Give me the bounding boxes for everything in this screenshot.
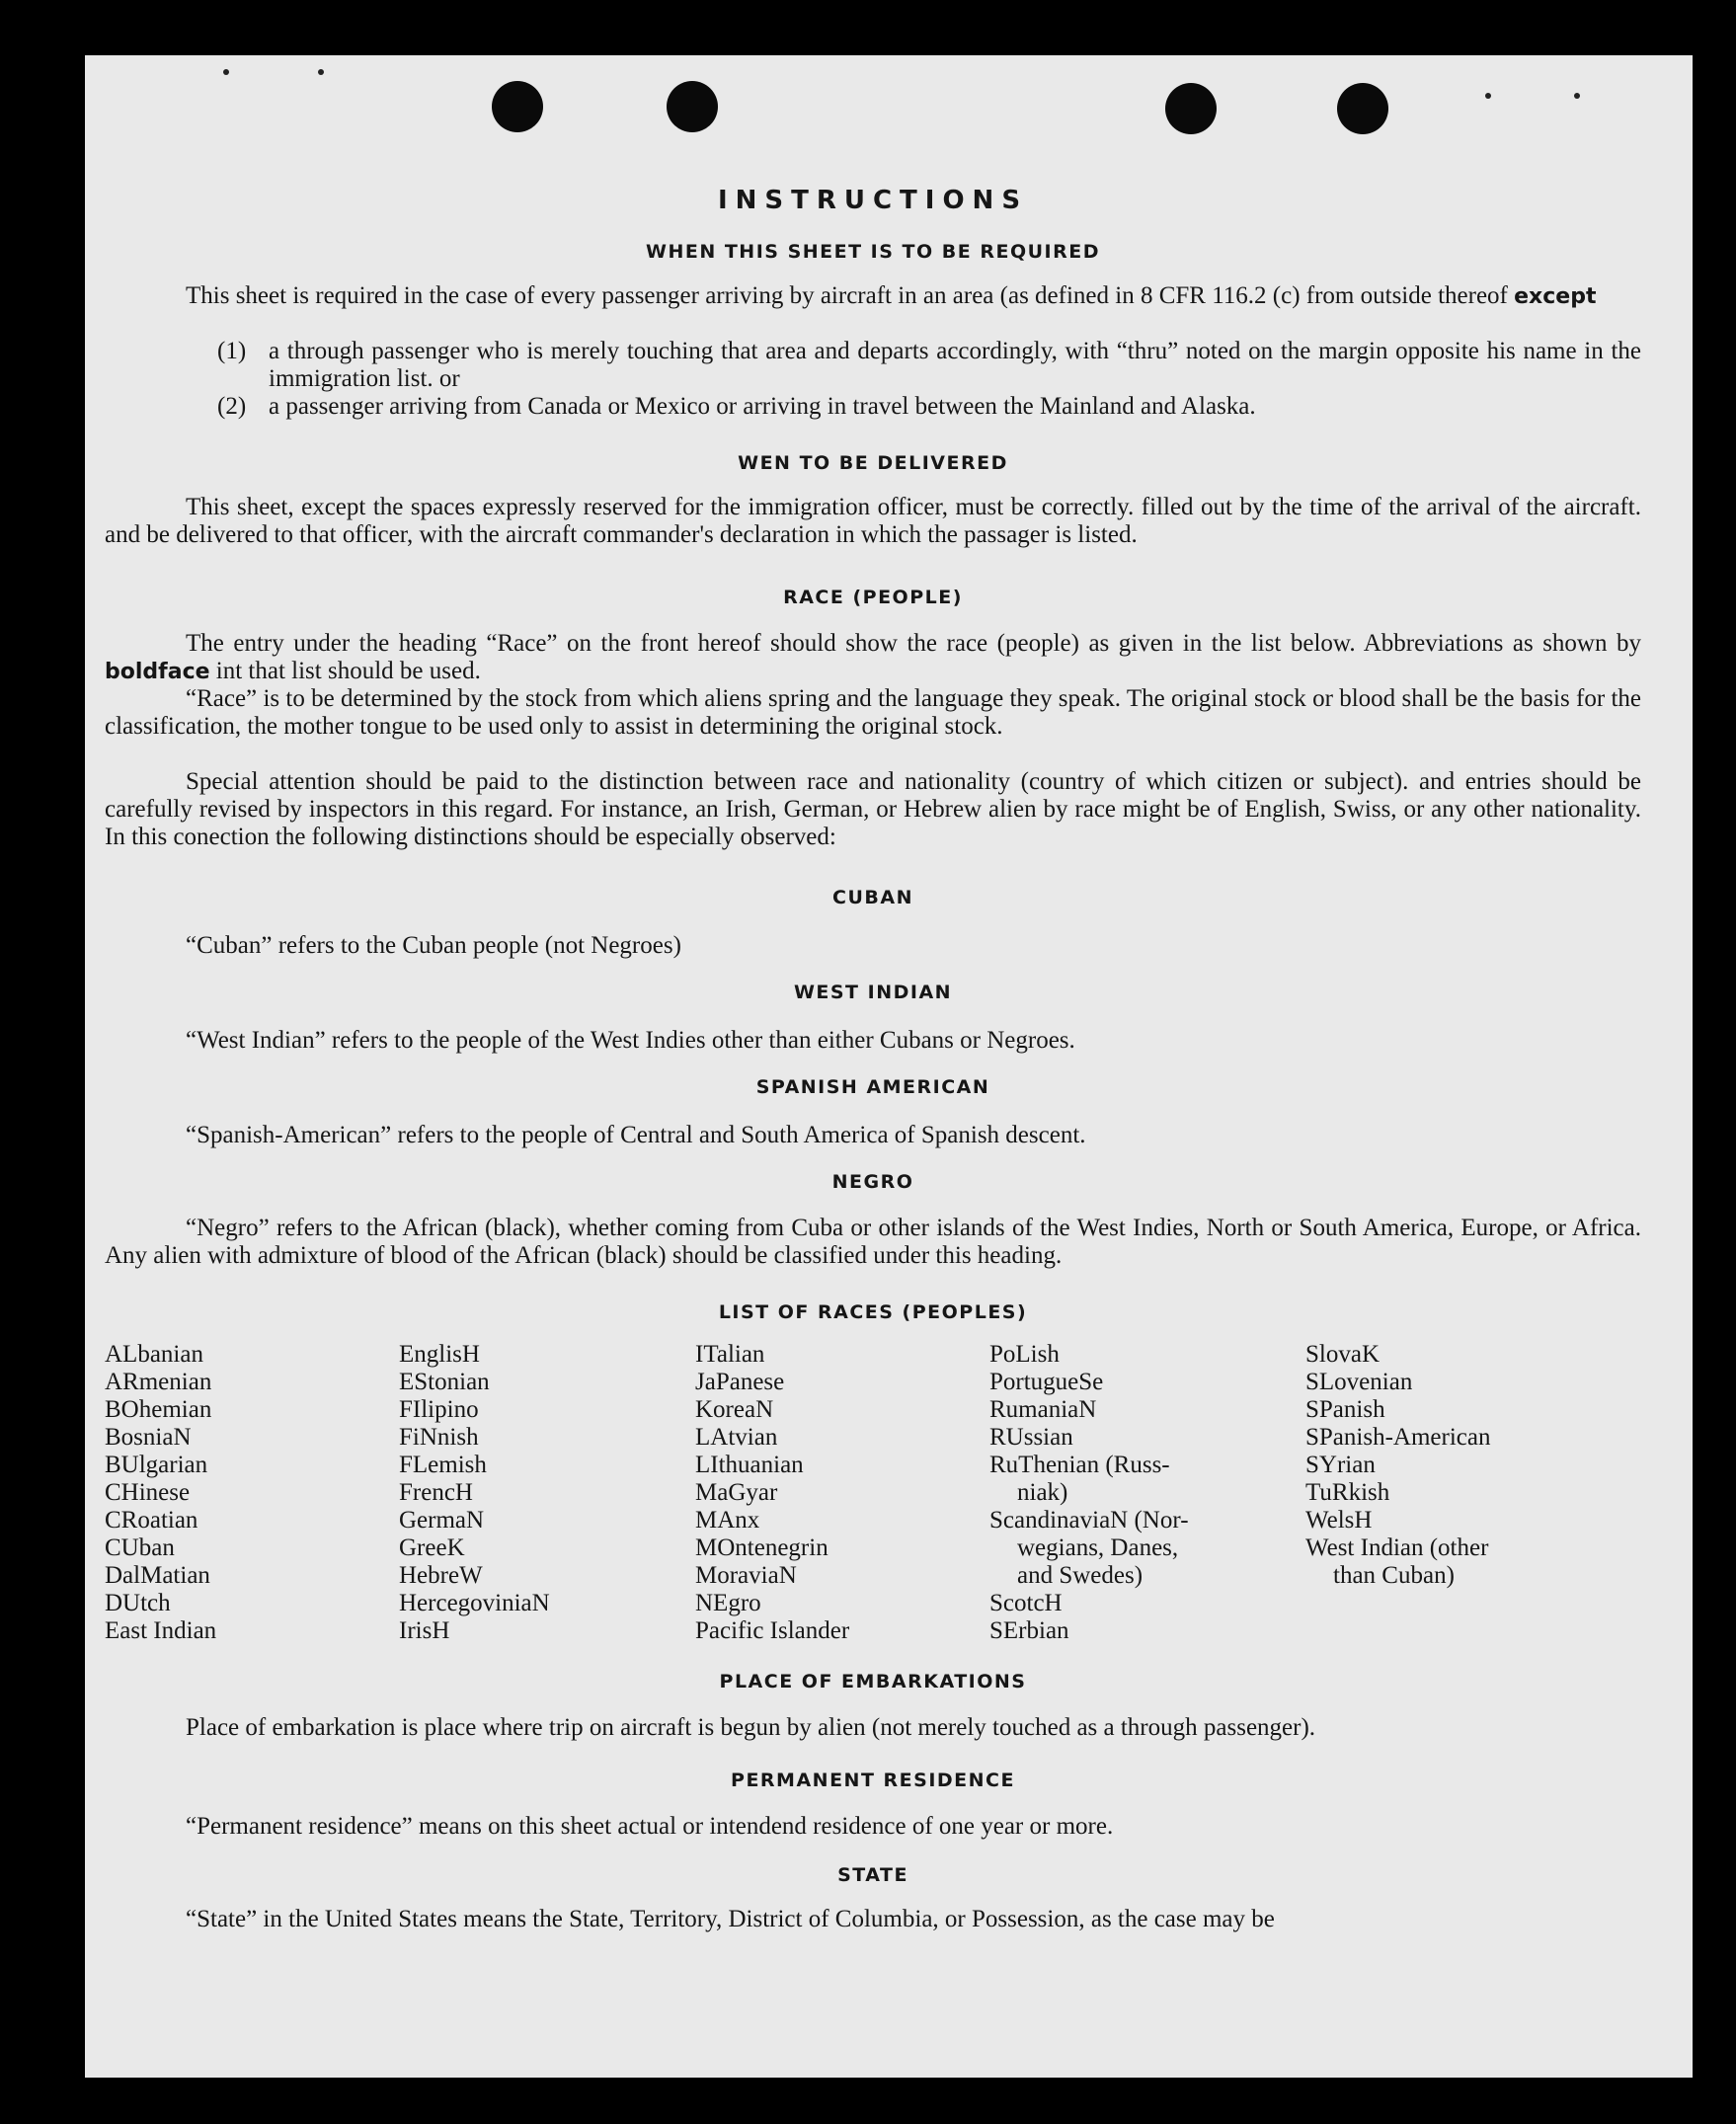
- punch-hole: [1165, 83, 1217, 134]
- heading-race: RACE (PEOPLE): [783, 587, 963, 608]
- race-entry: LAtvian: [695, 1424, 778, 1451]
- race-entry: RUssian: [989, 1424, 1073, 1451]
- race-entry-continued: and Swedes): [1017, 1562, 1144, 1589]
- document-page: INSTRUCTIONS WHEN THIS SHEET IS TO BE REQUIRED This sheet is required in the case of every passenger arriving by aircraft in an area (as defined in 8 CFR 116.2 (c) from outside thereof except (1) a through passenger who is merely touching that area and departs accordingly, with “thru” noted on the margin opposite his name in the immigration list. or (2) a passenger arriving from Canada or Mexico or arriving in travel between the Mainland and Alaska. WEN TO BE DELIVERED This sheet, except the spaces expressly reserved for the immigration officer, must be correctly. filled out by the time of the arrival of the aircraft. and be delivered to that officer, with the aircraft commander's declaration in which the passager is listed. RACE (PEOPLE) The entry under the heading “Race” on the front hereof should show the race (people) as given in the list below. Abbreviations as shown by boldface int that list should be used. “Race” is to be determined by the stock from which aliens spring and the language they speak. The original stock or blood shall be the basis for the classification, the mother tongue to be used only to assist in determining the original stock. Special attention should be paid to the distinction between race and nationality (country of which citizen or subject). and entries should be carefully revised by inspectors in this regard. For instance, an Irish, German, or Hebrew alien by race might be of English, Swiss, or any other nationality. In this conection the following distinctions should be especially observed: CUBAN “Cuban” refers to the Cuban people (not Negroes) WEST INDIAN “West Indian” refers to the people of the West Indies other than either Cubans or Negroes. SPANISH AMERICAN “Spanish-American” refers to the people of Central and South America of Spanish descent. NEGRO “Negro” refers to the African (black), whether coming from Cuba or other islands of the West Indies, North or South America, Europe, or Africa. Any alien with admixture of blood of the African (black) should be classified under this heading. LIST OF RACES (PEOPLES) ALbanian ARmenian BOhemian BosniaN BUlgarian CHinese CRoatian CUban DalMatian DUtch East Indian EnglisH EStonian FIlipino FiNnish FLemish FrencH GermaN GreeK HebreW HercegoviniaN IrisH ITalian JaPanese KoreaN LAtvian LIthuanian MaGyar MAnx MOntenegrin MoraviaN NEgro Pacific Islander PoLish PortugueSe RumaniaN RUssian RuThenian (Russ- niak) ScandinaviaN (Nor- wegians, Danes, and Swedes) ScotcH SErbian SlovaK SLovenian SPanish SPanish-American SYrian TuRkish WelsH West Indian (other than Cuban) PLACE OF EMBARKATIONS Place of embarkation is place where trip on aircraft is begun by alien (not merely touched as a through passenger). PERMANENT RESIDENCE “Permanent residence” means on this sheet actual or intendend residence of one year or more. STATE “State” in the United States means the State, Territory, District of Columbia, or Possession, as the case may be: [85, 55, 1693, 2078]
- paragraph-spanish-american: “Spanish-American” refers to the people of Central and South America of Spanish descent.: [186, 1122, 1086, 1148]
- races-column-5: [1305, 1341, 1490, 1590]
- paragraph-residence: “Permanent residence” means on this sheet actual or intendend residence of one year or more.: [186, 1813, 1114, 1840]
- race-entry: WelsH: [1305, 1507, 1373, 1534]
- speck: [318, 69, 324, 75]
- page-title: INSTRUCTIONS: [717, 186, 1029, 215]
- race-entry: CHinese: [105, 1479, 191, 1506]
- race-entry: RuThenian (Russ-: [989, 1452, 1170, 1478]
- heading-spanish-american: SPANISH AMERICAN: [755, 1076, 990, 1098]
- speck: [1574, 93, 1580, 99]
- paragraph-race-2: “Race” is to be determined by the stock from which aliens spring and the language they speak. The original stock or blood shall be the basis for the classification, the mother tongue to be used only to assist in determining the original stock.: [105, 685, 1641, 740]
- race-entry: DUtch: [105, 1590, 171, 1616]
- speck: [1485, 93, 1491, 99]
- race-entry-continued: niak): [1017, 1479, 1068, 1506]
- punch-hole: [667, 81, 718, 132]
- race-entry: MoraviaN: [695, 1562, 797, 1589]
- race-entry: KoreaN: [695, 1396, 774, 1423]
- race-entry: EnglisH: [399, 1341, 480, 1368]
- race-entry: EStonian: [399, 1369, 490, 1395]
- race-entry: East Indian: [105, 1617, 217, 1644]
- paragraph-cuban: “Cuban” refers to the Cuban people (not Negroes): [186, 932, 681, 959]
- race-entry: FLemish: [399, 1452, 487, 1478]
- paragraph-west-indian: “West Indian” refers to the people of the West Indies other than either Cubans or Negroes.: [186, 1027, 1075, 1054]
- race-entry: SPanish-American: [1305, 1424, 1491, 1451]
- race-entry: GreeK: [399, 1534, 465, 1561]
- heading-list-of-races: LIST OF RACES (PEOPLES): [718, 1301, 1028, 1323]
- heading-when-required: WHEN THIS SHEET IS TO BE REQUIRED: [645, 241, 1100, 263]
- bold-boldface: boldface: [105, 660, 210, 684]
- races-column-2: [399, 1341, 550, 1645]
- heading-negro: NEGRO: [831, 1171, 914, 1193]
- race-entry: FrencH: [399, 1479, 473, 1506]
- heading-west-indian: WEST INDIAN: [793, 982, 953, 1003]
- punch-hole: [492, 81, 543, 132]
- race-entry: DalMatian: [105, 1562, 210, 1589]
- race-entry: MAnx: [695, 1507, 760, 1534]
- race-entry: GermaN: [399, 1507, 485, 1534]
- race-entry: SLovenian: [1305, 1369, 1413, 1395]
- race-entry: RumaniaN: [989, 1396, 1097, 1423]
- race-entry: BosniaN: [105, 1424, 192, 1451]
- bold-except: except: [1514, 284, 1597, 309]
- race-entry: ITalian: [695, 1341, 765, 1368]
- race-entry: ARmenian: [105, 1369, 212, 1395]
- race-entry: West Indian (other: [1305, 1534, 1489, 1561]
- paragraph-when-required: This sheet is required in the case of every passenger arriving by aircraft in an area (as defined in 8 CFR 116.2 (c) from outside thereof except: [186, 282, 1597, 309]
- punch-hole: [1337, 83, 1388, 134]
- race-entry: SlovaK: [1305, 1341, 1380, 1368]
- heading-place-of-embarkation: PLACE OF EMBARKATIONS: [719, 1671, 1027, 1692]
- race-entry: HercegoviniaN: [399, 1590, 550, 1616]
- paragraph-negro: “Negro” refers to the African (black), whether coming from Cuba or other islands of the West Indies, North or South America, Europe, or Africa. Any alien with admixture of blood of the African (black) should be classified under this heading.: [105, 1215, 1641, 1269]
- races-column-3: [695, 1341, 849, 1645]
- heading-when-delivered: WEN TO BE DELIVERED: [738, 452, 1008, 474]
- race-entry-continued: wegians, Danes,: [1017, 1534, 1179, 1561]
- race-entry: LIthuanian: [695, 1452, 804, 1478]
- heading-permanent-residence: PERMANENT RESIDENCE: [731, 1770, 1015, 1791]
- paragraph-race-1: The entry under the heading “Race” on the front hereof should show the race (people) as given in the list below. Abbreviations as shown by boldface int that list should be used.: [105, 630, 1641, 684]
- race-entry: SErbian: [989, 1617, 1069, 1644]
- race-entry: IrisH: [399, 1617, 450, 1644]
- races-column-4: [989, 1341, 1189, 1645]
- race-entry: FiNnish: [399, 1424, 479, 1451]
- race-entry: BUlgarian: [105, 1452, 208, 1478]
- race-entry-continued: than Cuban): [1333, 1562, 1455, 1589]
- speck: [223, 69, 229, 75]
- paragraph-embarkation: Place of embarkation is place where trip on aircraft is begun by alien (not merely touched as a through passenger).: [186, 1714, 1316, 1741]
- paragraph-race-3: Special attention should be paid to the distinction between race and nationality (country of which citizen or subject). and entries should be carefully revised by inspectors in this regard. For instance, an Irish, German, or Hebrew alien by race might be of English, Swiss, or any other nationality. In this conection the following distinctions should be especially observed:: [105, 768, 1641, 850]
- race-entry: Pacific Islander: [695, 1617, 850, 1644]
- race-entry: ScandinaviaN (Nor-: [989, 1507, 1189, 1534]
- race-entry: MOntenegrin: [695, 1534, 829, 1561]
- race-entry: CRoatian: [105, 1507, 198, 1534]
- paragraph-when-delivered: This sheet, except the spaces expressly reserved for the immigration officer, must be correctly. filled out by the time of the arrival of the aircraft. and be delivered to that officer, with the aircraft commander's declaration in which the passager is listed.: [105, 494, 1641, 548]
- paragraph-state: “State” in the United States means the State, Territory, District of Columbia, or Possession, as the case may be: [186, 1906, 1275, 1932]
- race-entry: NEgro: [695, 1590, 761, 1616]
- race-entry: TuRkish: [1305, 1479, 1390, 1506]
- race-entry: MaGyar: [695, 1479, 778, 1506]
- race-entry: SPanish: [1305, 1396, 1385, 1423]
- race-entry: CUban: [105, 1534, 175, 1561]
- race-entry: ALbanian: [105, 1341, 203, 1368]
- race-entry: BOhemian: [105, 1396, 212, 1423]
- race-entry: SYrian: [1305, 1452, 1376, 1478]
- race-entry: JaPanese: [695, 1369, 785, 1395]
- race-entry: FIlipino: [399, 1396, 479, 1423]
- heading-cuban: CUBAN: [832, 887, 913, 908]
- race-entry: PoLish: [989, 1341, 1060, 1368]
- race-entry: HebreW: [399, 1562, 483, 1589]
- heading-state: STATE: [837, 1864, 908, 1886]
- race-entry: ScotcH: [989, 1590, 1063, 1616]
- races-column-1: [105, 1341, 216, 1645]
- race-entry: PortugueSe: [989, 1369, 1104, 1395]
